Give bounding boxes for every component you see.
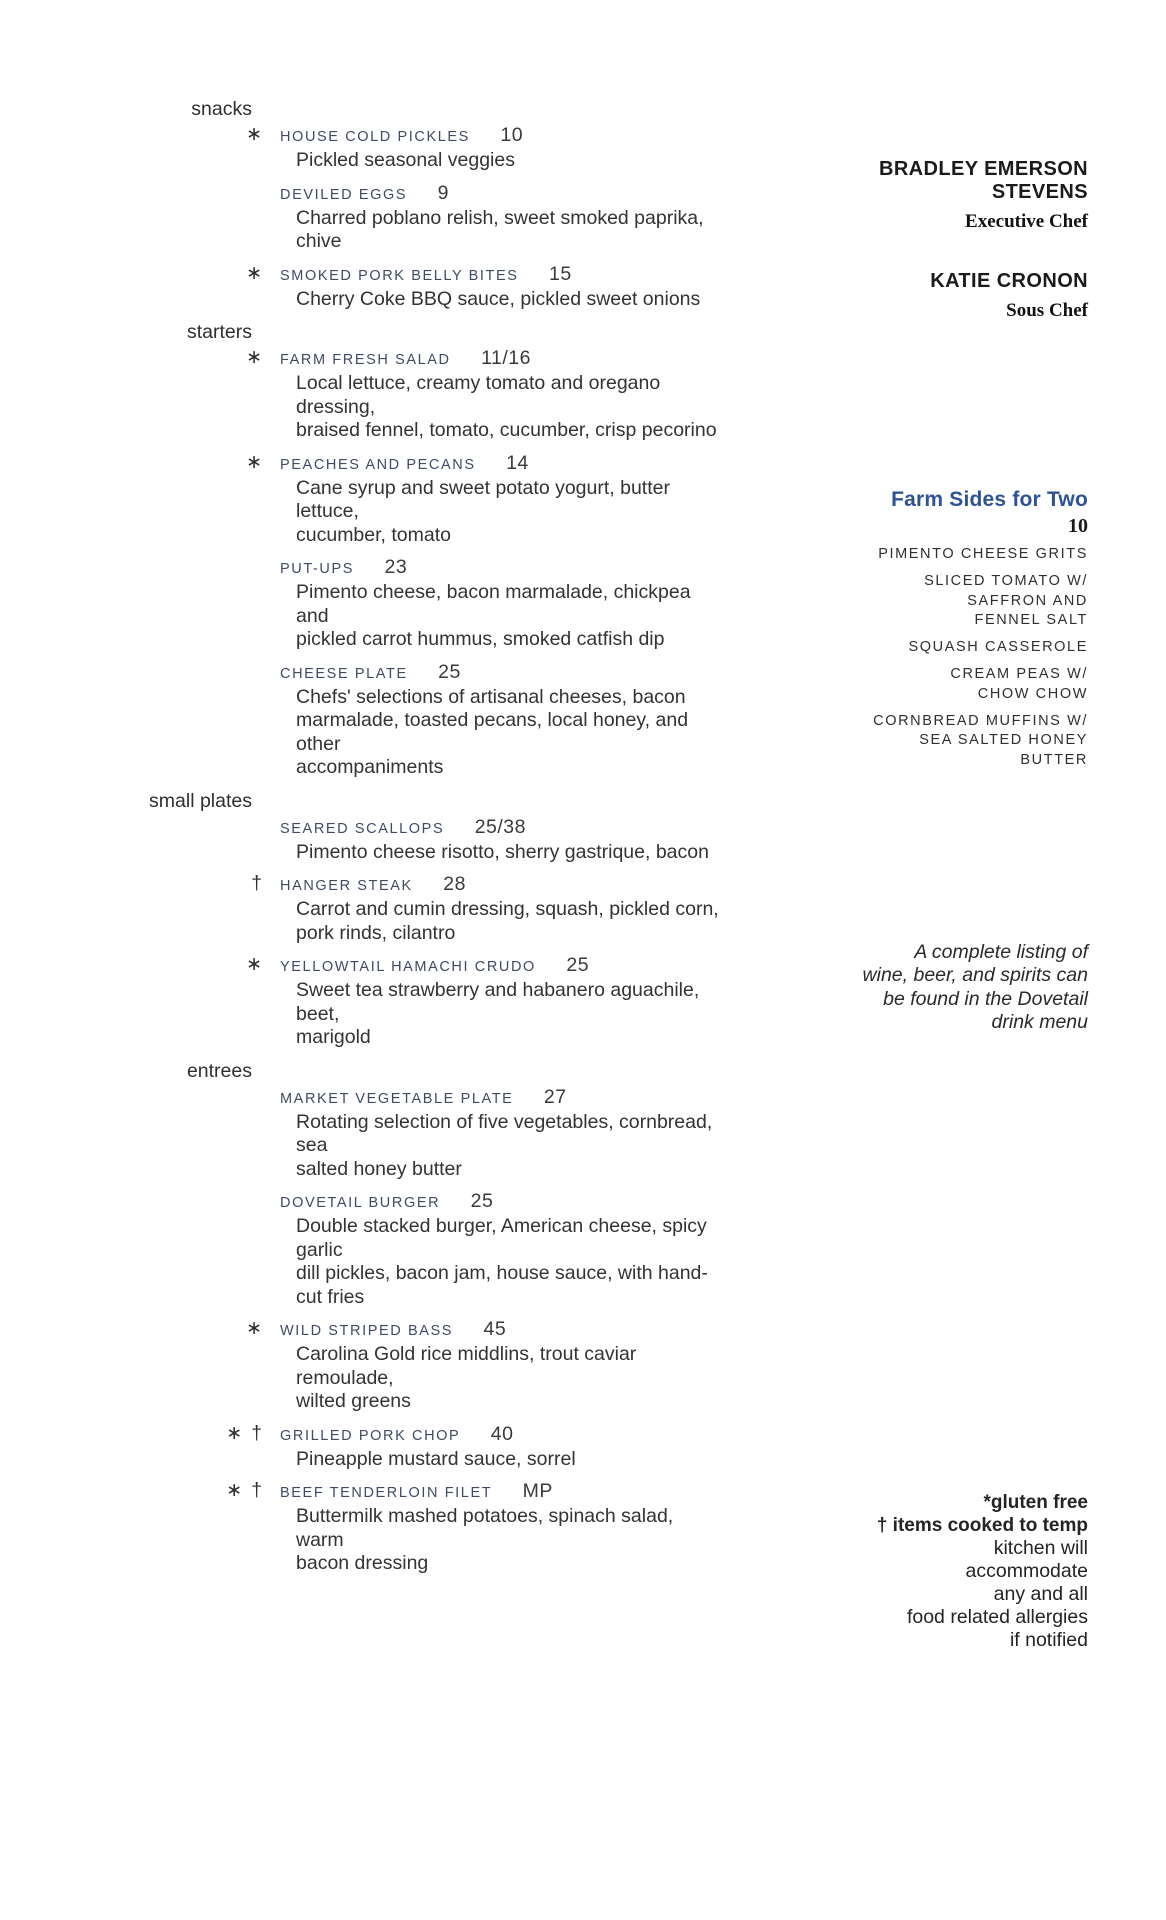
item-description-line: bacon dressing [296, 1552, 429, 1574]
item-price: 45 [483, 1318, 507, 1340]
item-price: 9 [437, 181, 449, 204]
menu-item-wild-striped-bass [0, 1317, 720, 1414]
dietary-markers: † [251, 873, 264, 894]
item-description-line: Cane syrup and sweet potato yogurt, butter lettuce, [296, 476, 670, 522]
item-price: 25 [566, 954, 590, 976]
farm-side-item-line: CHOW CHOW [977, 685, 1088, 702]
item-header [0, 953, 720, 979]
chef-block [808, 158, 1088, 323]
item-description-line: cucumber, tomato [296, 523, 451, 546]
farm-side-item-line: CORNBREAD MUFFINS W/ [873, 713, 1088, 730]
allergy-note-line: kitchen will [993, 1537, 1088, 1559]
item-header [0, 1085, 720, 1111]
menu-item-beef-tenderloin-filet [0, 1479, 720, 1576]
item-name: DEVILED EGGS [280, 186, 408, 203]
allergy-note-line: accommodate [965, 1560, 1088, 1582]
dietary-markers: ∗ [246, 347, 264, 368]
executive-chef-title: Executive Chef [965, 211, 1088, 232]
dietary-markers: ∗ [246, 124, 264, 145]
drink-menu-note-line: be found in the Dovetail [883, 987, 1088, 1010]
item-description-line: marmalade, toasted pecans, local honey, and other [296, 709, 689, 755]
menu-item-yellowtail-hamachi-crudo [0, 953, 720, 1050]
item-name: BEEF TENDERLOIN FILET [280, 1485, 493, 1501]
item-description-line: Pimento cheese risotto, sherry gastrique, bacon [296, 840, 709, 863]
item-name: WILD STRIPED BASS [280, 1323, 454, 1339]
farm-side-item-line: BUTTER [1020, 751, 1088, 768]
item-description-line: dill pickles, bacon jam, house sauce, with hand-cut fries [296, 1262, 708, 1308]
item-description-line: Cherry Coke BBQ sauce, pickled sweet onions [296, 287, 701, 310]
allergy-note-line: food related allergies [906, 1606, 1088, 1628]
menu-item-house-cold-pickles [0, 123, 720, 173]
item-price: MP [522, 1480, 553, 1502]
item-description-line: Double stacked burger, American cheese, spicy garlic [296, 1215, 707, 1261]
section-label-snacks: snacks [191, 98, 252, 120]
item-header [0, 181, 720, 207]
item-header [0, 262, 720, 288]
item-name: GRILLED PORK CHOP [280, 1427, 461, 1444]
farm-sides-list [808, 545, 1088, 770]
menu-item-hanger-steak [0, 872, 720, 945]
item-price: 28 [443, 873, 466, 895]
dietary-markers: ∗ [246, 451, 264, 473]
item-name: HOUSE COLD PICKLES [280, 129, 470, 145]
section-label-entrees: entrees [186, 1059, 252, 1082]
item-price: 25 [470, 1190, 494, 1212]
item-description-line: Buttermilk mashed potatoes, spinach salad, warm [296, 1505, 674, 1551]
menu-item-dovetail-burger [0, 1189, 720, 1309]
farm-side-item-line: SEA SALTED HONEY [919, 732, 1088, 749]
section-label-starters: starters [186, 321, 252, 343]
allergy-note-line: if notified [1009, 1629, 1088, 1651]
farm-sides-block [808, 487, 1088, 778]
item-price: 27 [543, 1085, 567, 1108]
item-description-line: Local lettuce, creamy tomato and oregano dressing, [296, 372, 661, 418]
farm-side-item-line: SLICED TOMATO W/ [924, 573, 1088, 590]
item-header [0, 1479, 720, 1505]
sous-chef-name: KATIE CRONON [930, 270, 1088, 292]
item-description-line: Chefs' selections of artisanal cheeses, bacon [296, 685, 686, 708]
sous-chef-title: Sous Chef [1006, 300, 1088, 321]
dietary-markers: ∗ † [226, 1422, 264, 1444]
allergy-note-line: any and all [993, 1583, 1088, 1605]
drink-menu-note-line: A complete listing of [914, 941, 1088, 963]
item-description-line: Rotating selection of five vegetables, cornbread, sea [296, 1110, 713, 1156]
menu-item-put-ups [0, 555, 720, 652]
cooked-to-temp-legend: † items cooked to temp [876, 1515, 1088, 1536]
item-description-line: braised fennel, tomato, cucumber, crisp pecorino [296, 419, 717, 441]
drink-menu-note-line: drink menu [991, 1010, 1088, 1033]
item-price: 10 [500, 124, 524, 146]
menu-item-smoked-pork-belly-bites [0, 262, 720, 312]
farm-side-item-line: CREAM PEAS W/ [950, 666, 1088, 683]
item-description-line: marigold [296, 1026, 371, 1048]
item-name: DOVETAIL BURGER [280, 1195, 441, 1211]
farm-side-item-line: SQUASH CASSEROLE [908, 639, 1088, 656]
item-name: CHEESE PLATE [280, 665, 408, 682]
item-header [0, 555, 720, 581]
item-description-line: Pimento cheese, bacon marmalade, chickpea and [296, 581, 691, 627]
farm-side-item-line: PIMENTO CHEESE GRITS [878, 546, 1088, 562]
farm-side-item [808, 572, 1088, 630]
item-description-line: Carolina Gold rice middlins, trout caviar remoulade, [296, 1343, 637, 1389]
legend-footer [798, 1491, 1088, 1652]
item-description-line: pork rinds, cilantro [296, 921, 456, 944]
item-description-line: salted honey butter [296, 1157, 462, 1180]
item-description-line: pickled carrot hummus, smoked catfish dip [296, 628, 665, 650]
menu-item-peaches-and-pecans [0, 451, 720, 548]
item-description-line: Charred poblano relish, sweet smoked paprika, chive [296, 206, 704, 252]
farm-side-item [808, 545, 1088, 564]
farm-side-item [808, 665, 1088, 704]
farm-side-item-line: FENNEL SALT [974, 611, 1088, 628]
gluten-free-legend: *gluten free [983, 1492, 1088, 1513]
chef-entry [808, 270, 1088, 323]
menu-column [0, 96, 720, 1584]
item-name: SMOKED PORK BELLY BITES [280, 267, 519, 284]
menu-item-deviled-eggs [0, 181, 720, 254]
farm-side-item [808, 638, 1088, 657]
item-description-line: Pineapple mustard sauce, sorrel [296, 1447, 576, 1470]
item-name: PEACHES AND PECANS [280, 456, 476, 473]
item-header [0, 451, 720, 477]
dietary-markers: ∗ † [226, 1480, 264, 1501]
item-name: MARKET VEGETABLE PLATE [280, 1090, 514, 1107]
item-description-line: Carrot and cumin dressing, squash, pickled corn, [296, 898, 719, 920]
item-description-line: wilted greens [296, 1390, 411, 1412]
section-label-small-plates: small plates [149, 789, 252, 812]
dietary-markers: ∗ [246, 1318, 264, 1339]
item-price: 14 [506, 451, 529, 474]
item-price: 25/38 [474, 815, 526, 838]
item-name: YELLOWTAIL HAMACHI CRUDO [280, 959, 536, 975]
item-description-line: accompaniments [296, 756, 444, 778]
item-price: 23 [384, 556, 408, 578]
item-name: PUT-UPS [280, 561, 355, 577]
item-price: 40 [490, 1422, 514, 1445]
chef-entry [808, 158, 1088, 234]
drink-menu-note [798, 941, 1088, 1034]
dietary-markers: ∗ [246, 954, 264, 975]
dietary-markers: ∗ [246, 262, 264, 284]
item-description-line: Sweet tea strawberry and habanero aguachile, beet, [296, 979, 700, 1025]
item-header [0, 872, 720, 898]
item-header [0, 660, 720, 686]
item-header [0, 123, 720, 149]
farm-sides-title: Farm Sides for Two [891, 488, 1088, 511]
farm-side-item-line: SAFFRON AND [967, 592, 1088, 609]
item-header [0, 1317, 720, 1343]
menu-item-seared-scallops [0, 815, 720, 865]
menu-item-market-vegetable-plate [0, 1085, 720, 1182]
item-header [0, 346, 720, 372]
item-description-line: Pickled seasonal veggies [296, 149, 515, 171]
item-price: 25 [438, 660, 461, 683]
drink-menu-note-line: wine, beer, and spirits can [862, 964, 1088, 987]
executive-chef-name: BRADLEY EMERSON STEVENS [879, 158, 1088, 203]
item-header [0, 815, 720, 841]
item-name: SEARED SCALLOPS [280, 820, 445, 837]
menu-item-farm-fresh-salad [0, 346, 720, 443]
farm-side-item [808, 712, 1088, 770]
item-name: FARM FRESH SALAD [280, 352, 451, 368]
item-header [0, 1422, 720, 1448]
item-price: 11/16 [481, 347, 531, 369]
menu-item-grilled-pork-chop [0, 1422, 720, 1472]
farm-sides-price: 10 [1068, 515, 1088, 537]
item-header [0, 1189, 720, 1215]
menu-item-cheese-plate [0, 660, 720, 780]
item-price: 15 [548, 262, 572, 285]
item-name: HANGER STEAK [280, 878, 413, 894]
